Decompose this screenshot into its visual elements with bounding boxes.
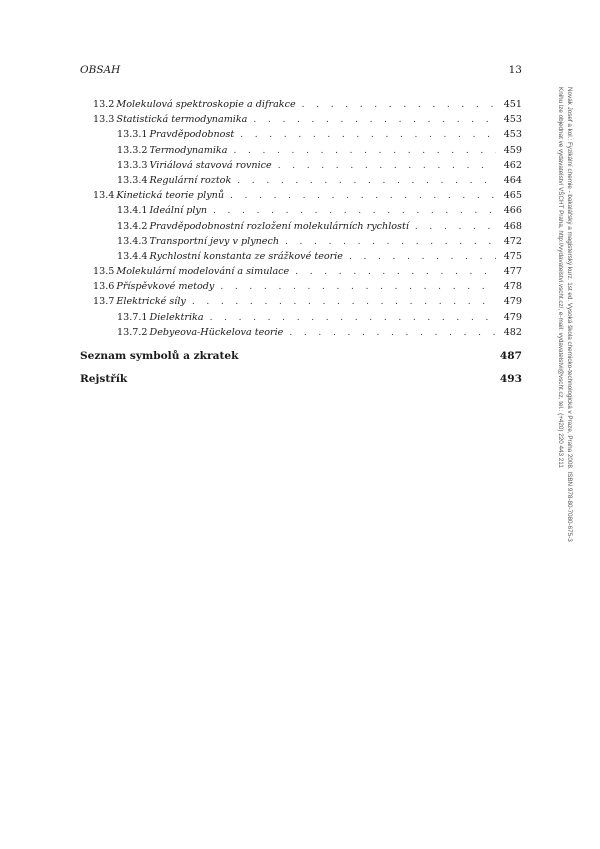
- toc-subentry[interactable]: [80, 173, 522, 188]
- toc-entry-page: 478: [503, 281, 522, 293]
- toc-entry-page: 477: [503, 266, 522, 278]
- toc-entry[interactable]: [80, 279, 522, 294]
- toc-entry-page: 479: [503, 311, 522, 323]
- toc-entry-page: 462: [503, 159, 522, 171]
- dot-leader: [415, 220, 496, 235]
- toc-entry-number: 13.5: [93, 266, 115, 278]
- toc-chapter-symbols[interactable]: [80, 350, 522, 362]
- dot-leader: [230, 189, 496, 204]
- toc-entry-number: 13.6: [93, 281, 115, 293]
- toc-entry-number: 13.3.1: [117, 129, 148, 141]
- toc-subentry[interactable]: [80, 325, 522, 340]
- toc-entry-title: Statistická termodynamika: [116, 114, 248, 126]
- toc-entry-title: Debyeova-Hückelova teorie: [149, 326, 284, 338]
- toc-chapter-page: 493: [499, 373, 522, 385]
- toc-entry-page: 465: [503, 190, 522, 202]
- toc-subentry[interactable]: [80, 203, 522, 218]
- toc-entry-page: 453: [503, 114, 522, 126]
- dot-leader: [213, 204, 496, 219]
- toc-entry-title: Pravděpodobnost: [149, 129, 235, 141]
- toc-entry-page: 459: [503, 144, 522, 156]
- side-note-line: Knihu lze objednat ve vydavatelství VŠCHT Praha, http://vydavatelstvi.vscht.cz/, e-mail: vydavatelstvi@vscht.cz, tel.: (+420) 220 443 211: [557, 87, 564, 468]
- toc-subentry[interactable]: [80, 234, 522, 249]
- dot-leader: [192, 295, 496, 310]
- dot-leader: [237, 174, 496, 189]
- dot-leader: [220, 280, 496, 295]
- toc-entry-number: 13.4.2: [117, 220, 148, 232]
- toc-entry-page: 464: [503, 174, 522, 186]
- toc-subentry[interactable]: [80, 158, 522, 173]
- toc-entry-title: Pravděpodobnostní rozložení molekulárních rychlostí: [149, 220, 409, 232]
- toc-entry-number: 13.3.3: [117, 159, 148, 171]
- toc-subentry[interactable]: [80, 219, 522, 234]
- toc-entry[interactable]: [80, 264, 522, 279]
- toc-entry-title: Ideální plyn: [149, 205, 208, 217]
- toc-entry-title: Molekulová spektroskopie a difrakce: [116, 99, 296, 110]
- toc-entry-page: 468: [503, 220, 522, 232]
- toc-entry-page: 451: [503, 99, 522, 110]
- toc-entry-number: 13.7.1: [117, 311, 148, 323]
- toc-subentry[interactable]: [80, 310, 522, 325]
- toc-entry-title: Viriálová stavová rovnice: [149, 159, 272, 171]
- dot-leader: [302, 98, 496, 113]
- toc-entry-title: Příspěvkové metody: [116, 281, 215, 293]
- page-header: [80, 64, 522, 80]
- toc-entry-number: 13.3: [93, 114, 115, 126]
- toc-entry[interactable]: [80, 112, 522, 127]
- side-note-line: Novák Josef a kol.: Fyzikální chemie - bakalářský a magisterský kurz. 1st ed. Vysoká škola chemicko-technologická v Praze, Praha 2008. ISBN 978-80-7080-675-3: [566, 87, 573, 542]
- toc-entry-page: 475: [503, 250, 522, 262]
- toc-chapter-title: Seznam symbolů a zkratek: [80, 350, 239, 362]
- toc-entry-number: 13.2: [93, 99, 115, 110]
- toc-entry-page: 482: [503, 326, 522, 338]
- toc-entry[interactable]: [80, 294, 522, 309]
- toc-entry-number: 13.4.4: [117, 250, 148, 262]
- dot-leader: [349, 250, 496, 265]
- side-copyright-note: [556, 87, 574, 607]
- toc-chapter-page: 487: [499, 350, 522, 362]
- toc-entry-title: Molekulární modelování a simulace: [116, 266, 290, 278]
- toc-entry-page: 479: [503, 296, 522, 308]
- toc-entry-title: Dielektrika: [149, 311, 204, 323]
- dot-leader: [289, 326, 496, 341]
- toc-entry-number: 13.3.2: [117, 144, 148, 156]
- toc-entry-page: 466: [503, 205, 522, 217]
- toc-entry-number: 13.7.2: [117, 326, 148, 338]
- toc-subentry[interactable]: [80, 249, 522, 264]
- dot-leader: [210, 311, 496, 326]
- toc-entry-title: Transportní jevy v plynech: [149, 235, 280, 247]
- running-title: OBSAH: [80, 64, 121, 76]
- toc-subentry[interactable]: [80, 143, 522, 158]
- toc-entry-title: Regulární roztok: [149, 174, 232, 186]
- toc-chapter-index[interactable]: [80, 373, 522, 385]
- toc-entry-title: Kinetická teorie plynů: [116, 190, 225, 202]
- toc-entry-number: 13.7: [93, 296, 115, 308]
- toc-subentry[interactable]: [80, 127, 522, 142]
- toc-chapter-title: Rejstřík: [80, 373, 128, 385]
- toc-entry-number: 13.4.1: [117, 205, 148, 217]
- table-of-contents: [80, 97, 522, 385]
- dot-leader: [233, 144, 496, 159]
- toc-entry-page: 472: [503, 235, 522, 247]
- dot-leader: [285, 235, 496, 250]
- toc-entry-number: 13.3.4: [117, 174, 148, 186]
- dot-leader: [253, 113, 496, 128]
- toc-entry[interactable]: [80, 97, 522, 112]
- toc-entry-number: 13.4.3: [117, 235, 148, 247]
- toc-entry[interactable]: [80, 188, 522, 203]
- dot-leader: [295, 265, 496, 280]
- toc-entry-number: 13.4: [93, 190, 115, 202]
- toc-entry-title: Elektrické síly: [116, 296, 186, 308]
- dot-leader: [240, 128, 496, 143]
- dot-leader: [278, 159, 496, 174]
- toc-entry-title: Rychlostní konstanta ze srážkové teorie: [149, 250, 343, 262]
- toc-entry-page: 453: [503, 129, 522, 141]
- toc-entry-title: Termodynamika: [149, 144, 228, 156]
- page-number: 13: [508, 64, 522, 76]
